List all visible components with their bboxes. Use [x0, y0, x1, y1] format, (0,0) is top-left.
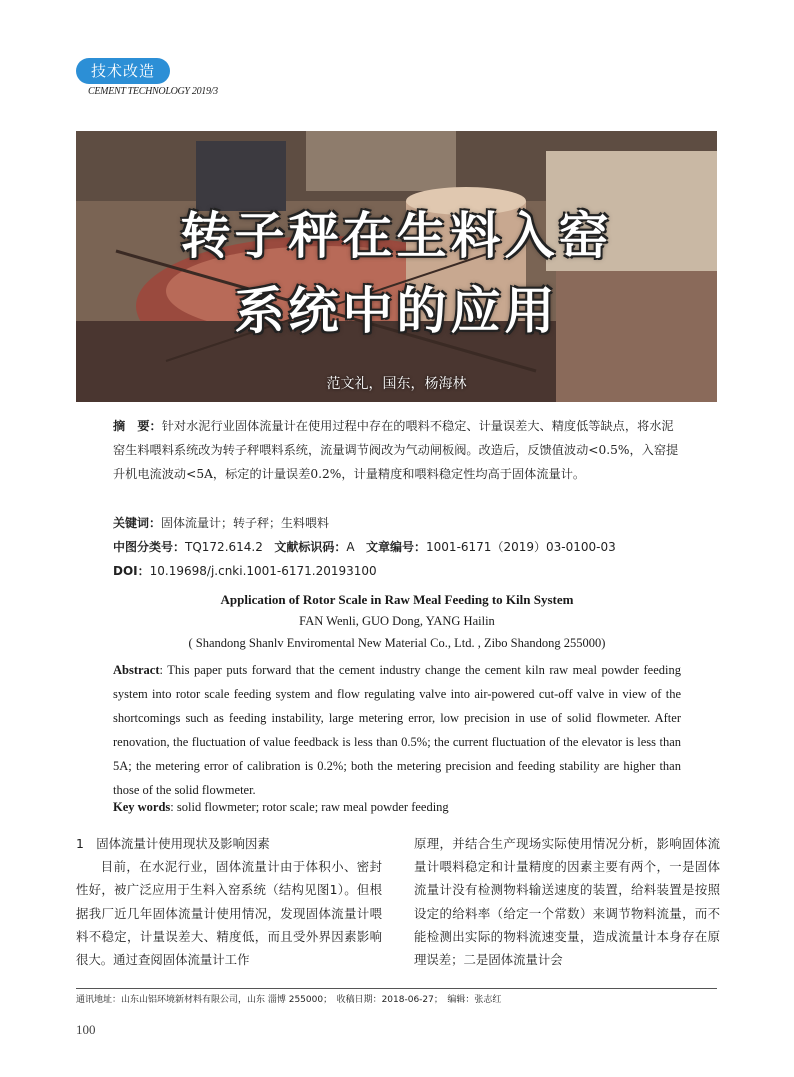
abstract-cn-label: 摘 要：	[113, 419, 162, 433]
abstract-en-label: Abstract	[113, 663, 160, 677]
abstract-cn-text: 针对水泥行业固体流量计在使用过程中存在的喂料不稳定、计量误差大、精度低等缺点，将水泥窑生料喂料系统改为转子秤喂料系统，流量调节阀改为气动闸板阀。改造后，反馈值波动<0.5%，入窑提升机电流波动<5A，标定的计量误差0.2%，计量精度和喂料稳定性均高于固体流量计。	[113, 419, 679, 481]
doi-line	[113, 562, 713, 579]
title-line-1: 转子秤在生料入窑	[180, 207, 613, 265]
english-title: Application of Rotor Scale in Raw Meal Feeding to Kiln System	[220, 592, 574, 607]
footnote-divider	[76, 988, 717, 989]
doi-value: 10.19698/j.cnki.1001-6171.20193100	[149, 564, 377, 578]
classification-line	[113, 538, 713, 555]
doi-label: DOI：	[113, 564, 150, 578]
journal-header: CEMENT TECHNOLOGY 2019/3	[88, 86, 218, 97]
article-no-value: 1001-6171（2019）03-0100-03	[426, 540, 616, 554]
clc-label: 中图分类号：	[113, 540, 186, 554]
keywords-en	[113, 800, 449, 815]
section-heading: 1 固体流量计使用现状及影响因素	[76, 836, 270, 851]
hero-image	[76, 131, 717, 402]
keywords-cn-text: 固体流量计；转子秤；生料喂料	[161, 516, 330, 530]
english-authors: FAN Wenli, GUO Dong, YANG Hailin	[299, 614, 495, 628]
footnote: 通讯地址：山东山铝环境新材料有限公司，山东 淄博 255000； 收稿日期：2018-06-27； 编辑：张志红	[76, 995, 502, 1005]
body-column-left	[76, 832, 382, 971]
authors-cn: 范文礼，国东，杨海林	[326, 376, 467, 392]
section-tag: 技术改造	[76, 58, 170, 84]
title-line-2: 系统中的应用	[234, 282, 559, 340]
body-paragraph-right: 原理，并结合生产现场实际使用情况分析，影响固体流量计喂料稳定和计量精度的因素主要有两个，一是固体流量计没有检测物料输送速度的装置，给料装置是按照设定的给料率（给定一个常数）来调节物料流量，而不能检测出实际的物料流速变量，造成流量计本身存在原理误差；二是固体流量计会	[414, 836, 720, 968]
keywords-en-text: : solid flowmeter; rotor scale; raw meal powder feeding	[170, 800, 449, 814]
page-number: 100	[76, 1022, 96, 1037]
abstract-en	[113, 658, 681, 802]
keywords-cn-label: 关键词：	[113, 516, 162, 530]
article-no-label: 文章编号：	[366, 540, 427, 554]
abstract-en-text: : This paper puts forward that the cement industry change the cement kiln raw meal powder feeding system into rotor scale feeding system and flow regulating valve into air-powered cut-off valve in view of the shortcomings such as feeding instability, large metering error, low precision in use of solid flowmeter. After renovation, the fluctuation of value feedback is less than 0.5%; the current fluctuation of the elevator is less than 5A; the metering error of calibration is 0.2%; both the metering precision and feeding stability are higher than those of the solid flowmeter.	[113, 663, 681, 797]
body-column-right	[414, 832, 720, 971]
body-paragraph-left: 目前，在水泥行业，固体流量计由于体积小、密封性好，被广泛应用于生料入窑系统（结构见图1）。但根据我厂近几年固体流量计使用情况，发现固体流量计喂料不稳定，计量误差大、精度低，而且受外界因素影响很大。通过查阅固体流量计工作	[76, 859, 382, 968]
keywords-cn	[113, 514, 713, 531]
doc-code-label: 文献标识码：	[274, 540, 347, 554]
doc-code-value: A	[346, 540, 355, 554]
english-affiliation: ( Shandong Shanlv Enviromental New Material Co., Ltd. , Zibo Shandong 255000)	[188, 636, 606, 650]
keywords-en-label: Key words	[113, 800, 171, 814]
clc-value: TQ172.614.2	[185, 540, 263, 554]
abstract-cn	[113, 414, 681, 486]
